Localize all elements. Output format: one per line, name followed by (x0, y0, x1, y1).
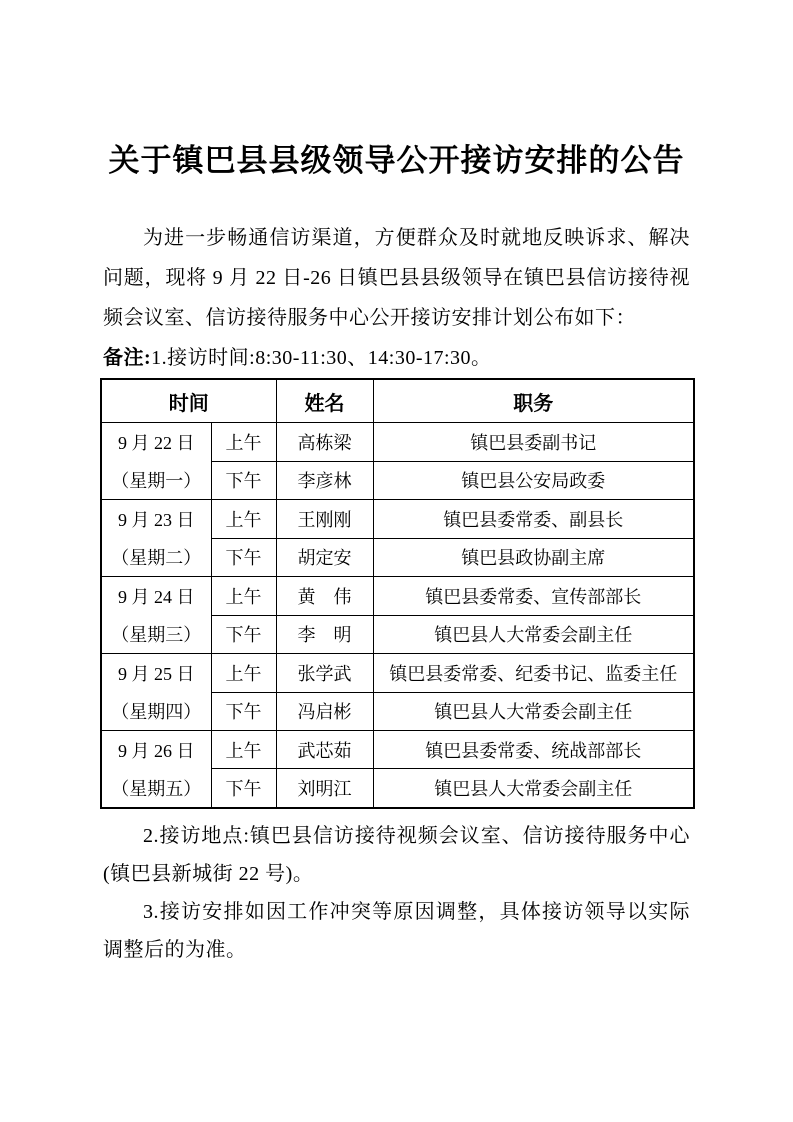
note-2: 2.接访地点:镇巴县信访接待视频会议室、信访接待服务中心(镇巴县新城街 22 号)。 (103, 825, 690, 885)
date-cell (101, 423, 211, 500)
weekday-text: （星期五） (111, 779, 202, 799)
date-cell (101, 731, 211, 809)
weekday-text: （星期二） (111, 548, 202, 568)
position-cell: 镇巴县人大常委会副主任 (373, 692, 694, 731)
name-cell: 李 明 (276, 615, 373, 654)
period-cell: 下午 (211, 692, 276, 731)
table-row (101, 731, 694, 769)
note-1-text: 1.接访时间:8:30-11:30、14:30-17:30。 (151, 347, 492, 369)
note-1 (103, 338, 690, 378)
period-cell: 下午 (211, 769, 276, 808)
table-row (101, 500, 694, 539)
position-cell: 镇巴县委常委、副县长 (373, 500, 694, 539)
intro-paragraph: 为进一步畅通信访渠道，方便群众及时就地反映诉求、解决问题，现将 9 月 22 日-26 日镇巴县县级领导在镇巴县信访接待视频会议室、信访接待服务中心公开接访安排计划公布如下： (103, 227, 690, 329)
period-cell: 下午 (211, 538, 276, 577)
period-cell: 下午 (211, 615, 276, 654)
col-header-time: 时间 (101, 379, 276, 423)
date-cell (101, 500, 211, 577)
weekday-text: （星期一） (111, 471, 202, 491)
period-cell: 上午 (211, 731, 276, 769)
date-text: 9 月 23 日 (118, 510, 195, 530)
table-header-row (101, 379, 694, 423)
table-row (101, 654, 694, 693)
name-cell: 刘明江 (276, 769, 373, 808)
col-header-name: 姓名 (276, 379, 373, 423)
period-cell: 上午 (211, 577, 276, 616)
position-cell: 镇巴县公安局政委 (373, 461, 694, 500)
note-1-label: 备注: (103, 347, 152, 369)
name-cell: 王刚刚 (276, 500, 373, 539)
name-cell: 高栋梁 (276, 423, 373, 462)
reception-schedule-table (100, 378, 695, 809)
col-header-position: 职务 (373, 379, 694, 423)
name-cell: 黄 伟 (276, 577, 373, 616)
date-text: 9 月 22 日 (118, 433, 195, 453)
weekday-text: （星期三） (111, 625, 202, 645)
note-3: 3.接访安排如因工作冲突等原因调整，具体接访领导以实际调整后的为准。 (103, 901, 690, 961)
table-row (101, 423, 694, 462)
position-cell: 镇巴县人大常委会副主任 (373, 769, 694, 808)
weekday-text: （星期四） (111, 702, 202, 722)
page-title: 关于镇巴县县级领导公开接访安排的公告 (108, 143, 685, 178)
date-text: 9 月 24 日 (118, 587, 195, 607)
name-cell: 张学武 (276, 654, 373, 693)
name-cell: 胡定安 (276, 538, 373, 577)
period-cell: 上午 (211, 500, 276, 539)
date-text: 9 月 25 日 (118, 664, 195, 684)
position-cell: 镇巴县委常委、统战部部长 (373, 731, 694, 769)
date-text: 9 月 26 日 (118, 741, 195, 761)
position-cell: 镇巴县委副书记 (373, 423, 694, 462)
position-cell: 镇巴县人大常委会副主任 (373, 615, 694, 654)
name-cell: 冯启彬 (276, 692, 373, 731)
name-cell: 武芯茹 (276, 731, 373, 769)
position-cell: 镇巴县委常委、宣传部部长 (373, 577, 694, 616)
period-cell: 上午 (211, 654, 276, 693)
date-cell (101, 577, 211, 654)
name-cell: 李彦林 (276, 461, 373, 500)
period-cell: 下午 (211, 461, 276, 500)
period-cell: 上午 (211, 423, 276, 462)
date-cell (101, 654, 211, 731)
table-row (101, 577, 694, 616)
position-cell: 镇巴县委常委、纪委书记、监委主任 (373, 654, 694, 693)
position-cell: 镇巴县政协副主席 (373, 538, 694, 577)
